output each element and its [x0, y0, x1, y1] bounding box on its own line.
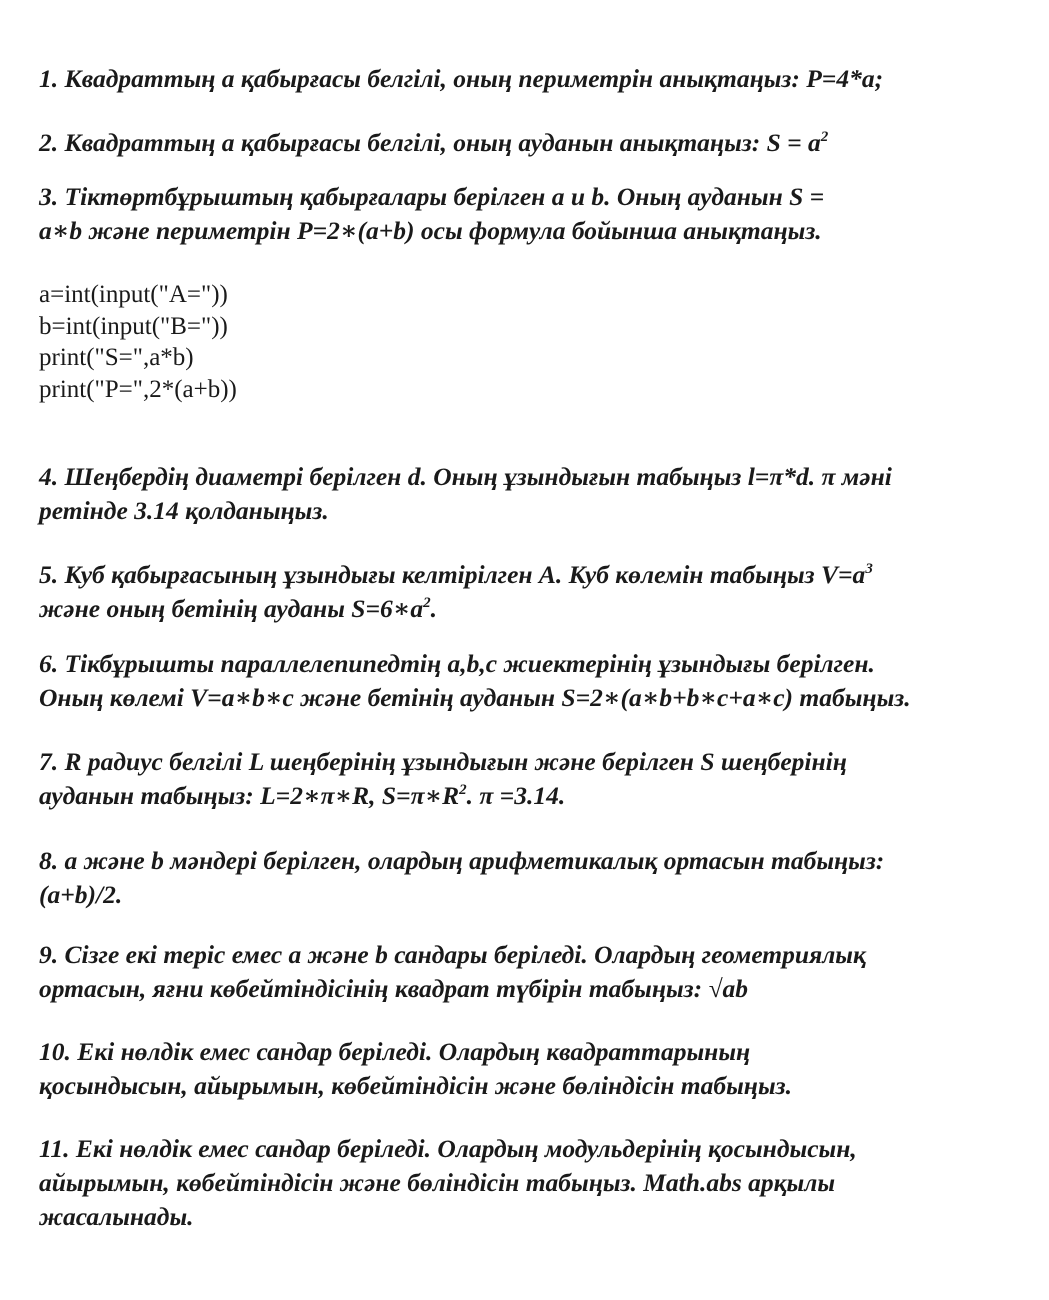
task-7-line-2-text: ауданын табыңыз: L=2∗π∗R, S=π∗R	[39, 781, 460, 810]
task-1-line-1: 1. Квадраттың а қабырғасы белгілі, оның периметрін анықтаңыз: P=4*a;	[39, 64, 884, 93]
task-2-line-1	[39, 126, 1024, 160]
code-line: print("P=",2*(a+b))	[39, 375, 237, 403]
task-2-superscript: 2	[820, 129, 829, 145]
task-8	[39, 844, 1024, 912]
task-2-text: 2. Квадраттың а қабырғасы белгілі, оның ауданын анықтаңыз: S = a	[39, 128, 821, 157]
task-5-line-2	[39, 592, 1024, 626]
code-line: print("S=",a*b)	[39, 344, 194, 371]
task-1	[39, 62, 1024, 96]
code-line: a=int(input("A="))	[39, 281, 228, 308]
code-block	[39, 279, 237, 405]
task-7-line-2-superscript: 2	[459, 782, 467, 798]
task-9	[39, 938, 1024, 1006]
task-8-line-2: (a+b)/2.	[39, 880, 123, 909]
task-10-line-2: қосындысын, айырымын, көбейтіндісін және бөліндісін табыңыз.	[39, 1071, 792, 1100]
task-5-line-2-tail: .	[430, 594, 437, 623]
task-11	[39, 1132, 1024, 1234]
task-9-line-1: 9. Сізге екі теріс емес a және b сандары беріледі. Олардың геометриялық	[39, 940, 866, 969]
task-5-line-1	[39, 558, 1024, 592]
task-4-line-1: 4. Шеңбердің диаметрі берілген d. Оның ұзындығын табыңыз l=π*d. π мәні	[39, 462, 892, 491]
task-7-line-1: 7. R радиус белгілі L шеңберінің ұзындығын және берілген S шеңберінің	[39, 747, 847, 776]
task-7	[39, 745, 1024, 813]
task-7-line-2	[39, 779, 1024, 813]
task-5-line-1-text: 5. Куб қабырғасының ұзындығы келтірілген A. Куб көлемін табыңыз V=a	[39, 560, 866, 589]
task-9-line-2: ортасын, яғни көбейтіндісінің квадрат түбірін табыңыз: √ab	[39, 974, 748, 1003]
task-4-line-2: ретінде 3.14 қолданыңыз.	[39, 496, 329, 525]
task-3-line-2: a∗b және периметрін P=2∗(a+b) осы формула бойынша анықтаңыз.	[39, 216, 822, 245]
task-6-line-1: 6. Тікбұрышты параллелепипедтің a,b,c жиектерінің ұзындығы берілген.	[39, 649, 875, 678]
task-10-line-1: 10. Екі нөлдік емес сандар беріледі. Олардың квадраттарының	[39, 1037, 751, 1066]
task-4	[39, 460, 1024, 528]
task-5	[39, 558, 1024, 626]
task-11-line-3: жасалынады.	[39, 1202, 194, 1231]
task-11-line-2: айырымын, көбейтіндісін және бөліндісін табыңыз. Math.abs арқылы	[39, 1168, 836, 1197]
task-6	[39, 647, 1024, 715]
task-11-line-1: 11. Екі нөлдік емес сандар беріледі. Олардың модульдерінің қосындысын,	[39, 1134, 857, 1163]
task-3-line-1: 3. Тіктөртбұрыштың қабырғалары берілген a и b. Оның ауданын S =	[39, 182, 825, 211]
task-5-line-1-superscript: 3	[865, 561, 873, 577]
task-10	[39, 1035, 1024, 1103]
task-5-line-2-superscript: 2	[423, 595, 431, 611]
task-3	[39, 180, 1024, 248]
task-7-line-2-tail: . π =3.14.	[466, 781, 566, 810]
task-2	[39, 126, 1024, 160]
task-5-line-2-text: және оның бетінің ауданы S=6∗a	[39, 594, 424, 623]
task-6-line-2: Оның көлемі V=a∗b∗c және бетінің ауданын S=2∗(a∗b+b∗c+a∗c) табыңыз.	[39, 683, 911, 712]
code-line: b=int(input("B="))	[39, 312, 228, 340]
task-8-line-1: 8. a және b мәндері берілген, олардың арифметикалық ортасын табыңыз:	[39, 846, 885, 875]
